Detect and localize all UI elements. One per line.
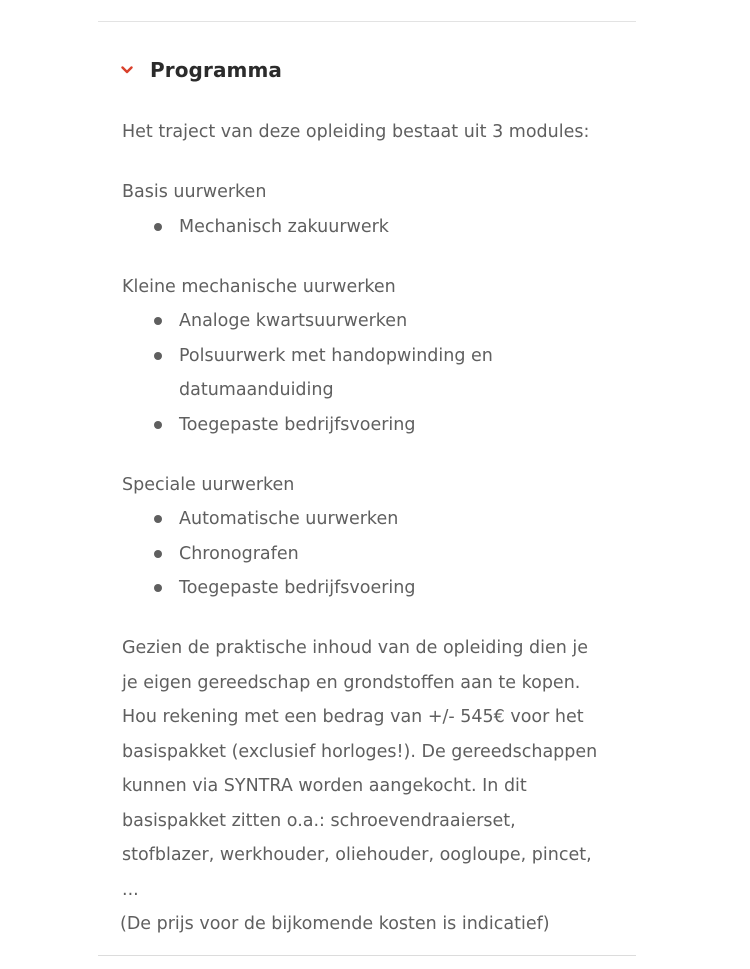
accordion-toggle-programma[interactable] (118, 52, 282, 88)
section-divider-top (98, 21, 636, 22)
list-item-text: Mechanisch zakuurwerk (179, 216, 389, 237)
module-title: Basis uurwerken (122, 182, 267, 202)
outro-text (122, 631, 622, 942)
bullet-icon (154, 421, 162, 429)
section-title: Programma (150, 58, 283, 82)
list-item (179, 408, 622, 443)
chevron-down-icon (118, 61, 136, 79)
list-item (179, 502, 622, 537)
section-content (122, 115, 622, 942)
module-title: Kleine mechanische uurwerken (122, 276, 396, 297)
list-item (179, 339, 622, 408)
intro-text: Het traject van deze opleiding bestaat uit 3 modules: (122, 122, 590, 142)
bullet-icon (154, 584, 162, 592)
section-divider-bottom (98, 955, 636, 956)
list-item-text: Automatische uurwerken (179, 509, 399, 529)
outro-paragraph: Hou rekening met een bedrag van +/- 545€ voor het basispakket (exclusief horloges!). De gereedschappen kunnen via SYNTRA worden aangekocht. In dit basispakket zitten o.a.: schroevendraaierset, stofblazer, werkhouder, oliehouder, oogloupe, pincet, ... (122, 707, 598, 900)
list-item-text: Chronografen (179, 543, 299, 564)
module-item-list (122, 210, 622, 245)
list-item-text: Analoge kwartsuurwerken (179, 311, 408, 331)
bullet-icon (154, 550, 162, 558)
list-item (179, 304, 622, 339)
outro-note: (De prijs voor de bijkomende kosten is indicatief) (120, 914, 550, 934)
list-item-text: Toegepaste bedrijfsvoering (179, 414, 416, 435)
module-kleine-mechanische (122, 270, 622, 443)
outro-paragraph: Gezien de praktische inhoud van de opleiding dien je je eigen gereedschap en grondstoffen aan te kopen. (122, 638, 589, 693)
list-item (179, 210, 622, 245)
module-item-list (122, 502, 622, 606)
module-speciale (122, 468, 622, 606)
bullet-icon (154, 317, 162, 325)
list-item (179, 571, 622, 606)
module-item-list (122, 304, 622, 442)
list-item-text: Toegepaste bedrijfsvoering (179, 578, 416, 598)
list-item-text: Polsuurwerk met handopwinding en datumaanduiding (179, 345, 493, 400)
bullet-icon (154, 515, 162, 523)
list-item (179, 537, 622, 572)
bullet-icon (154, 352, 162, 360)
module-basis (122, 175, 622, 244)
bullet-icon (154, 223, 162, 231)
module-title: Speciale uurwerken (122, 474, 295, 495)
